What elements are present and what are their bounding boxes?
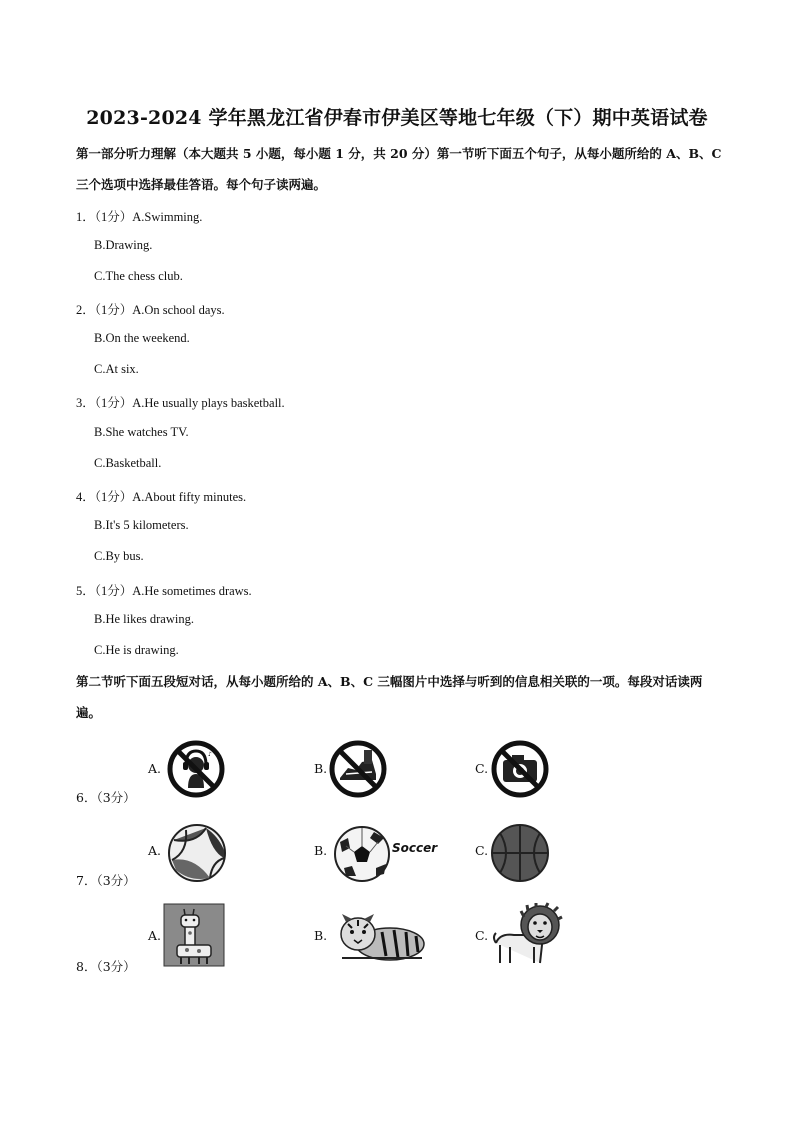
question-7-label-b: B. xyxy=(314,843,328,858)
question-6-number: 6．（3分） xyxy=(76,790,136,805)
question-3-option-a: 3．（1分）A.He usually plays basketball. xyxy=(76,396,285,410)
question-7-label-a: A. xyxy=(148,843,162,858)
no-sneakers-icon xyxy=(326,738,390,800)
exam-title: 2023-2024 学年黑龙江省伊春市伊美区等地七年级（下）期中英语试卷 xyxy=(86,107,708,129)
question-6-label-c: C. xyxy=(475,761,489,776)
question-8-label-c: C. xyxy=(475,928,489,943)
volleyball-icon xyxy=(166,822,228,884)
no-headphones-icon xyxy=(164,738,228,800)
question-5-option-c: C.He is drawing. xyxy=(94,643,179,657)
question-2-option-b: B.On the weekend. xyxy=(94,331,190,345)
question-2-option-c: C.At six. xyxy=(94,362,139,376)
no-camera-icon xyxy=(488,738,552,800)
question-2-option-a: 2．（1分）A.On school days. xyxy=(76,303,225,317)
question-4-option-b: B.It's 5 kilometers. xyxy=(94,518,189,532)
question-7-number: 7．（3分） xyxy=(76,873,136,888)
question-3-option-c: C.Basketball. xyxy=(94,456,162,470)
giraffe-icon xyxy=(163,903,225,967)
tiger-icon xyxy=(334,906,426,966)
question-1-option-b: B.Drawing. xyxy=(94,238,153,252)
question-3-option-b: B.She watches TV. xyxy=(94,425,189,439)
question-4-option-c: C.By bus. xyxy=(94,549,144,563)
question-5-option-b: B.He likes drawing. xyxy=(94,612,194,626)
question-6-label-b: B. xyxy=(314,761,328,776)
question-8-label-b: B. xyxy=(314,928,328,943)
basketball-icon xyxy=(490,822,550,884)
soccer-label: Soccer xyxy=(392,841,438,855)
question-7-label-c: C. xyxy=(475,843,489,858)
part1-instructions: 第一部分听力理解（本大题共 5 小题，每小题 1 分，共 20 分）第一节听下面五个句子，从每小题所给的 A、B、C 三个选项中选择最佳答语。每个句子读两遍。 xyxy=(76,146,722,192)
question-6-label-a: A. xyxy=(148,761,162,776)
lion-icon xyxy=(490,903,562,967)
soccer-ball-icon xyxy=(330,820,438,882)
question-4-option-a: 4．（1分）A.About fifty minutes. xyxy=(76,490,247,504)
svg-text:♪: ♪ xyxy=(208,751,212,758)
part2-instructions: 第二节听下面五段短对话，从每小题所给的 A、B、C 三幅图片中选择与听到的信息相关联的一项。每段对话读两遍。 xyxy=(76,674,703,720)
question-8-label-a: A. xyxy=(148,928,162,943)
question-5-option-a: 5．（1分）A.He sometimes draws. xyxy=(76,584,252,598)
question-1-option-a: 1．（1分）A.Swimming. xyxy=(76,210,203,224)
question-8-number: 8．（3分） xyxy=(76,959,136,974)
question-1-option-c: C.The chess club. xyxy=(94,269,183,283)
